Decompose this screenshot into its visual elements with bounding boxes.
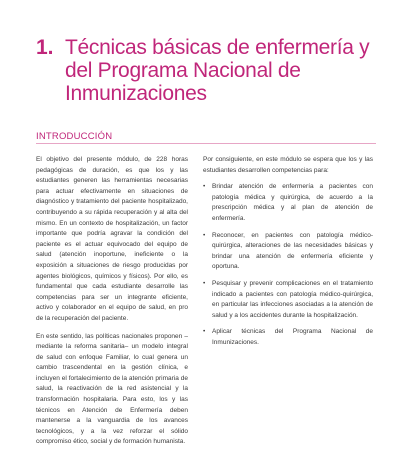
bullet-icon: • [203,328,206,336]
competencies-list [203,182,373,348]
list-item [203,327,373,348]
bullet-icon: • [203,279,206,287]
chapter-number: 1. [36,36,54,59]
list-item [203,182,373,224]
competencies-intro: Por consiguiente, en este módulo se espera que los y las estudiantes desarrollen competencias para: [203,156,373,174]
list-item [203,279,373,321]
paragraph: En este sentido, las políticas nacionales proponen –mediante la reforma sanitaria– un modelo integral de salud con enfoque Familiar, lo cual genera un cambio trascendental en la gestión clínica, e incluyen el fortalecimiento de la atención primaria de salud, la reactivación de la red asistencial y la transformación hospitalaria. Para esto, los y las técnicos en Atención de Enfermería deben mantenerse a la vanguardia de los avances tecnológicos, y a la vez reforzar el sólido compromiso ético, social y de formación humanista. [36,332,188,446]
right-column [203,155,373,355]
section-title: INTRODUCCIÓN [36,131,113,142]
section-divider [36,143,376,144]
list-item-text: Pesquisar y prevenir complicaciones en el tratamiento indicado a pacientes con patología médico-quirúrgica, en particular las infecciones asociadas a la atención de salud y a los accidentes durante la hospitalización. [212,279,373,319]
left-column [36,155,188,455]
chapter-title: Técnicas básicas de enfermería y del Programa Nacional de Inmunizaciones [65,36,370,105]
list-item-text: Reconocer, en pacientes con patología médico-quirúrgica, alteraciones de las necesidades básicas y brindar una atención de enfermería eficiente y oportuna. [212,231,373,271]
bullet-icon: • [203,231,206,239]
bullet-icon: • [203,183,206,191]
list-item [203,231,373,273]
list-item-text: Aplicar técnicas del Programa Nacional de Inmunizaciones. [212,328,373,346]
paragraph: El objetivo del presente módulo, de 228 horas pedagógicas de duración, es que los y las estudiantes generen las herramientas necesarias para actuar efectivamente en situaciones de diagnóstico y tratamiento del paciente hospitalizado, contribuyendo a su rápida recuperación y al alta del mismo. En un contexto de hospitalización, un factor importante que podría agravar la condición del paciente es el actuar equivocado del equipo de salud (atención inoportune, ineficiente o la exposición a situaciones de riesgo producidas por agentes biológicos, químicos y físicos). Por ello, es fundamental que cada estudiante desarrolle las competencias para ser un integrante eficiente, activo y colaborador en el equipo de salud, en pro de la recuperación del paciente. [36,156,188,322]
list-item-text: Brindar atención de enfermería a pacientes con patología médica y quirúrgica, de acuerdo a la prescripción médica y al plan de atención de enfermería. [212,183,373,222]
